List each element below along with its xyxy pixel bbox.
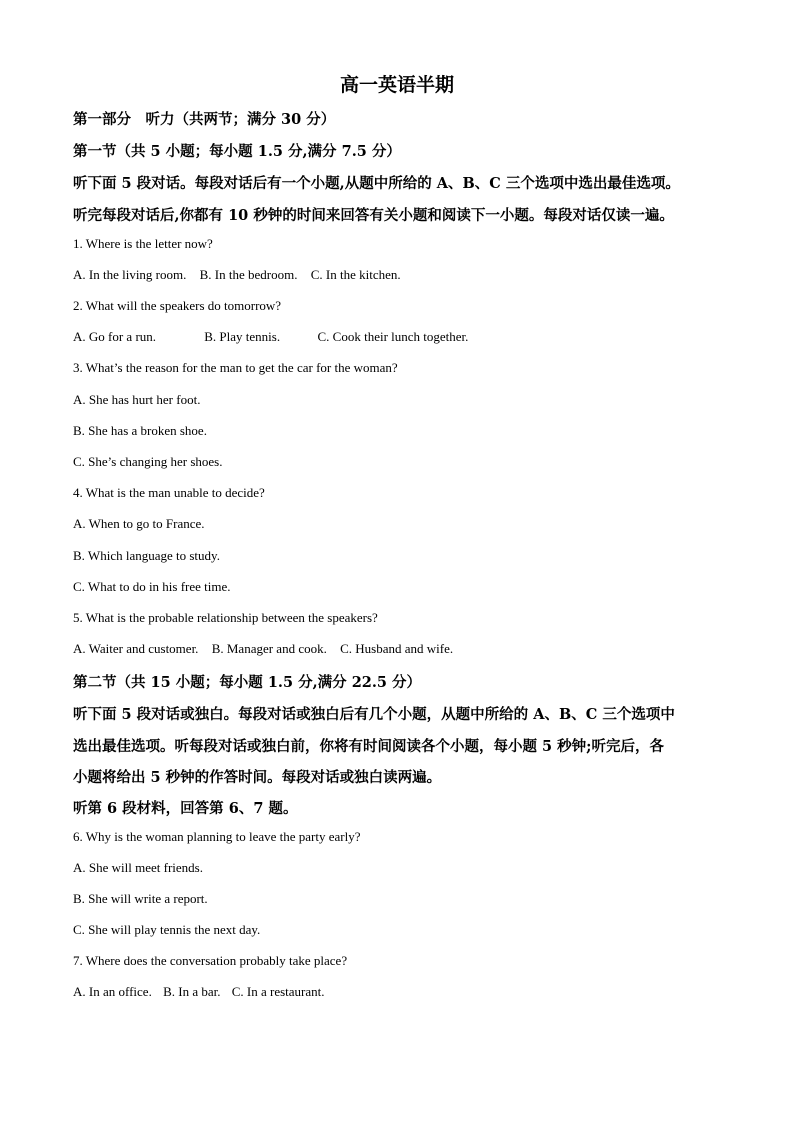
option-a: A. Go for a run. — [73, 329, 157, 344]
option-a: A. She will meet friends. — [73, 860, 203, 875]
material6-heading: 听第 6 段材料，回答第 6、7 题。 — [73, 800, 298, 817]
option-b: B. Manager and cook. — [211, 641, 327, 656]
question-4: 4. What is the man unable to decide? — [73, 485, 265, 500]
option-a: A. When to go to France. — [73, 516, 205, 531]
page-title: 高一英语半期 — [339, 74, 454, 96]
section1-heading: 第一节（共 5 小题；每小题 1.5 分,满分 7.5 分） — [73, 143, 401, 160]
question-1: 1. Where is the letter now? — [73, 236, 213, 251]
question-7-options — [73, 984, 325, 1000]
option-c: C. Cook their lunch together. — [317, 329, 469, 344]
section2-instruction-line: 小题将给出 5 秒钟的作答时间。每段对话或独白读两遍。 — [73, 769, 442, 786]
option-c: C. What to do in his free time. — [73, 579, 231, 594]
option-b: B. In a bar. — [163, 984, 221, 999]
option-b: B. She will write a report. — [73, 891, 208, 906]
option-c: C. Husband and wife. — [340, 641, 454, 656]
section2-heading: 第二节（共 15 小题；每小题 1.5 分,满分 22.5 分） — [73, 674, 422, 691]
option-a: A. Waiter and customer. — [73, 641, 199, 656]
option-b: B. She has a broken shoe. — [73, 423, 207, 438]
option-c: C. She will play tennis the next day. — [73, 922, 261, 937]
question-1-options — [73, 267, 401, 283]
option-b: B. Which language to study. — [73, 548, 220, 563]
section2-instruction-line: 听下面 5 段对话或独白。每段对话或独白后有几个小题，从题中所给的 A、B、C 三个选项中 — [73, 706, 675, 723]
option-a: A. In an office. — [73, 984, 152, 999]
question-3: 3. What’s the reason for the man to get the car for the woman? — [73, 360, 398, 375]
question-5: 5. What is the probable relationship between the speakers? — [73, 610, 378, 625]
question-7: 7. Where does the conversation probably take place? — [73, 953, 348, 968]
section2-instruction-line: 选出最佳选项。听每段对话或独白前，你将有时间阅读各个小题，每小题 5 秒钟;听完后，各 — [73, 738, 665, 755]
option-c: C. She’s changing her shoes. — [73, 454, 223, 469]
option-c: C. In the kitchen. — [310, 267, 401, 282]
option-b: B. Play tennis. — [204, 329, 281, 344]
option-a: A. In the living room. — [73, 267, 187, 282]
option-a: A. She has hurt her foot. — [73, 392, 201, 407]
question-5-options — [73, 641, 453, 657]
question-6: 6. Why is the woman planning to leave the party early? — [73, 829, 361, 844]
question-2: 2. What will the speakers do tomorrow? — [73, 298, 282, 313]
option-c: C. In a restaurant. — [231, 984, 325, 999]
section1-instruction-line: 听完每段对话后,你都有 10 秒钟的时间来回答有关小题和阅读下一小题。每段对话仅读一遍。 — [73, 207, 674, 224]
option-b: B. In the bedroom. — [199, 267, 298, 282]
section1-instruction-line: 听下面 5 段对话。每段对话后有一个小题,从题中所给的 A、B、C 三个选项中选出最佳选项。 — [73, 175, 680, 192]
part1-heading: 第一部分 听力（共两节；满分 30 分） — [73, 111, 336, 128]
question-2-options — [73, 329, 468, 345]
